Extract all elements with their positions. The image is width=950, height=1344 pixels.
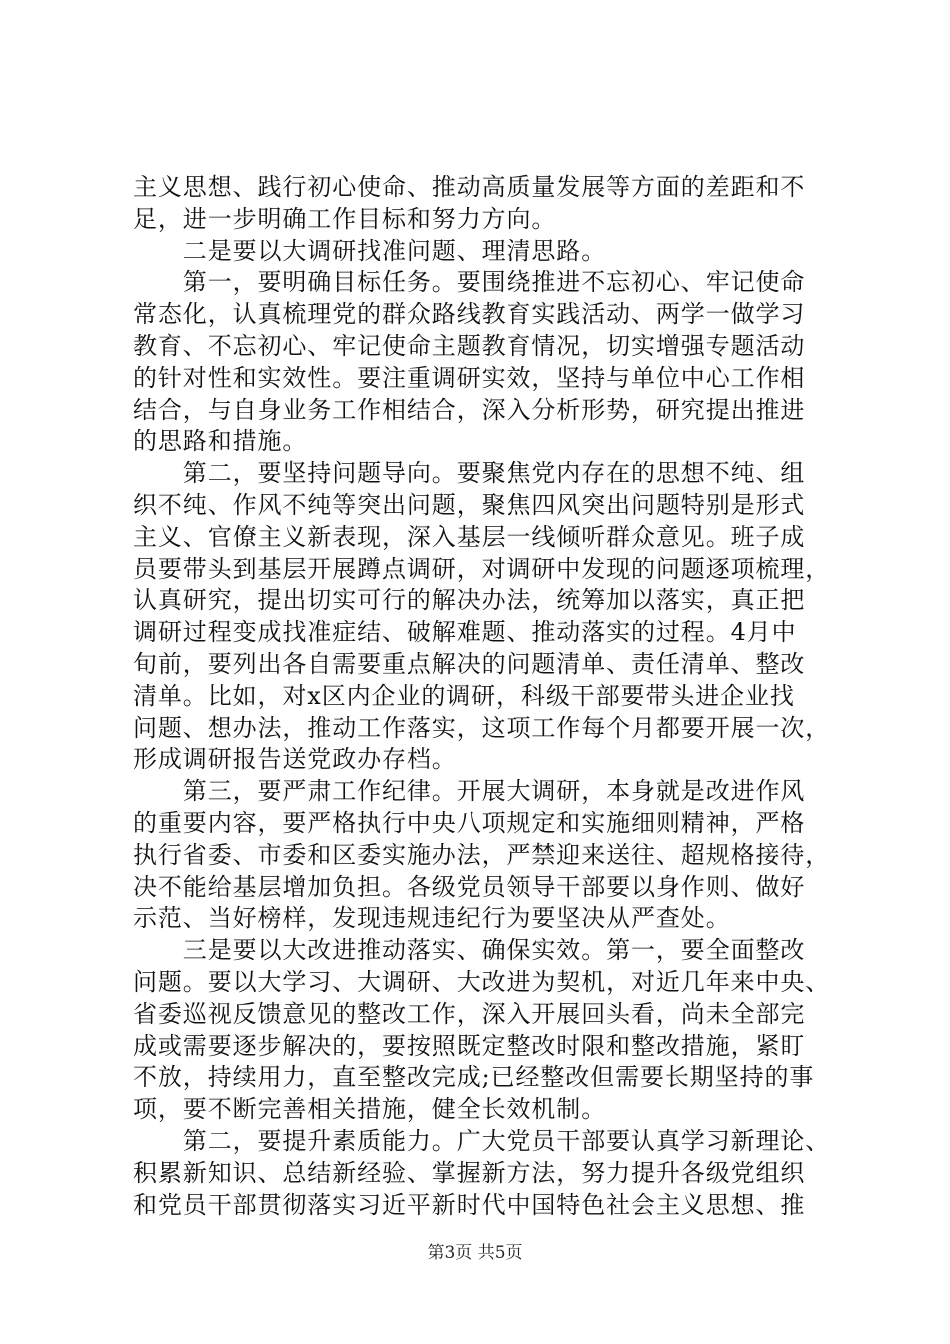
text-line: 清单。比如，对x区内企业的调研，科级干部要带头进企业找 (133, 681, 795, 710)
text-line: 成或需要逐步解决的，要按照既定整改时限和整改措施，紧盯 (133, 1031, 806, 1060)
text-line: 项，要不断完善相关措施，健全长效机制。 (133, 1095, 607, 1124)
text-line: 和党员干部贯彻落实习近平新时代中国特色社会主义思想、推 (133, 1190, 806, 1219)
text-line: 省委巡视反馈意见的整改工作，深入开展回头看，尚未全部完 (133, 999, 806, 1028)
text-line: 示范、当好榜样，发现违规违纪行为要坚决从严查处。 (133, 904, 731, 933)
text-line: 三是要以大改进推动落实、确保实效。第一，要全面整改 (133, 936, 806, 965)
document-body (133, 172, 829, 1221)
text-line: 教育、不忘初心、牢记使命主题教育情况，切实增强专题活动 (133, 331, 806, 360)
text-line: 积累新知识、总结新经验、掌握新方法，努力提升各级党组织 (133, 1158, 806, 1187)
text-line: 的思路和措施。 (133, 427, 308, 456)
text-line: 执行省委、市委和区委实施办法，严禁迎来送往、超规格接待， (133, 840, 831, 869)
text-line: 调研过程变成找准症结、破解难题、推动落实的过程。4月中 (133, 618, 797, 647)
text-line: 员要带头到基层开展蹲点调研，对调研中发现的问题逐项梳理， (133, 554, 831, 583)
text-line: 问题。要以大学习、大调研、大改进为契机，对近几年来中央、 (133, 967, 831, 996)
text-line: 第一，要明确目标任务。要围绕推进不忘初心、牢记使命 (133, 268, 806, 297)
text-line: 第三，要严肃工作纪律。开展大调研，本身就是改进作风 (133, 777, 806, 806)
text-line: 的重要内容，要严格执行中央八项规定和实施细则精神，严格 (133, 808, 806, 837)
text-line: 问题、想办法，推动工作落实，这项工作每个月都要开展一次， (133, 713, 831, 742)
text-line: 形成调研报告送党政办存档。 (133, 745, 457, 774)
text-line: 旬前，要列出各自需要重点解决的问题清单、责任清单、整改 (133, 649, 806, 678)
text-line: 织不纯、作风不纯等突出问题，聚焦四风突出问题特别是形式 (133, 490, 806, 519)
text-line: 认真研究，提出切实可行的解决办法，统筹加以落实，真正把 (133, 586, 806, 615)
text-line: 不放，持续用力，直至整改完成;已经整改但需要长期坚持的事 (133, 1063, 815, 1092)
text-line: 主义、官僚主义新表现，深入基层一线倾听群众意见。班子成 (133, 522, 806, 551)
text-line: 足，进一步明确工作目标和努力方向。 (133, 204, 557, 233)
page-footer: 第3页 共5页 (427, 1243, 523, 1263)
text-line: 的针对性和实效性。要注重调研实效，坚持与单位中心工作相 (133, 363, 806, 392)
text-line: 结合，与自身业务工作相结合，深入分析形势，研究提出推进 (133, 395, 806, 424)
text-line: 决不能给基层增加负担。各级党员领导干部要以身作则、做好 (133, 872, 806, 901)
text-line: 主义思想、践行初心使命、推动高质量发展等方面的差距和不 (133, 173, 806, 201)
text-line: 二是要以大调研找准问题、理清思路。 (133, 236, 607, 265)
text-line: 第二，要坚持问题导向。要聚焦党内存在的思想不纯、组 (133, 459, 806, 488)
text-line: 第二，要提升素质能力。广大党员干部要认真学习新理论、 (133, 1126, 831, 1155)
text-line: 常态化，认真梳理党的群众路线教育实践活动、两学一做学习 (133, 300, 806, 329)
